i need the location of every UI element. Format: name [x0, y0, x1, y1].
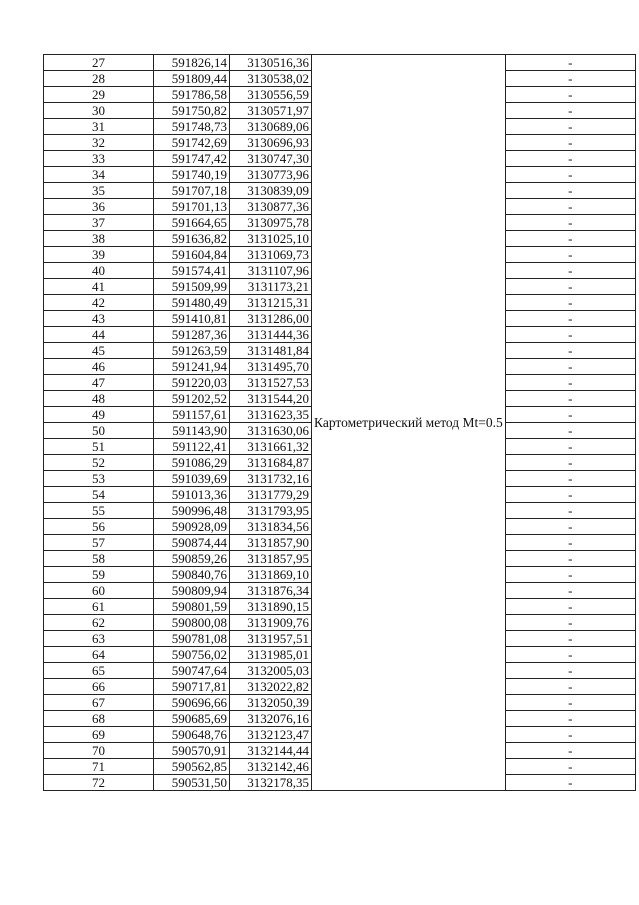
note-cell: -	[505, 375, 635, 391]
note-cell: -	[505, 727, 635, 743]
point-number-cell: 50	[44, 423, 154, 439]
x-coordinate-cell: 590562,85	[154, 759, 230, 775]
y-coordinate-cell: 3131857,90	[230, 535, 312, 551]
x-coordinate-cell: 590996,48	[154, 503, 230, 519]
y-coordinate-cell: 3131069,73	[230, 247, 312, 263]
x-coordinate-cell: 591742,69	[154, 135, 230, 151]
point-number-cell: 43	[44, 311, 154, 327]
note-cell: -	[505, 743, 635, 759]
point-number-cell: 66	[44, 679, 154, 695]
x-coordinate-cell: 591157,61	[154, 407, 230, 423]
note-cell: -	[505, 775, 635, 791]
note-cell: -	[505, 231, 635, 247]
note-cell: -	[505, 679, 635, 695]
x-coordinate-cell: 591604,84	[154, 247, 230, 263]
note-cell: -	[505, 455, 635, 471]
y-coordinate-cell: 3132076,16	[230, 711, 312, 727]
point-number-cell: 39	[44, 247, 154, 263]
x-coordinate-cell: 591202,52	[154, 391, 230, 407]
x-coordinate-cell: 590685,69	[154, 711, 230, 727]
x-coordinate-cell: 591747,42	[154, 151, 230, 167]
y-coordinate-cell: 3130516,36	[230, 55, 312, 71]
point-number-cell: 38	[44, 231, 154, 247]
point-number-cell: 42	[44, 295, 154, 311]
note-cell: -	[505, 583, 635, 599]
y-coordinate-cell: 3132144,44	[230, 743, 312, 759]
y-coordinate-cell: 3130877,36	[230, 199, 312, 215]
point-number-cell: 54	[44, 487, 154, 503]
point-number-cell: 49	[44, 407, 154, 423]
point-number-cell: 65	[44, 663, 154, 679]
point-number-cell: 30	[44, 103, 154, 119]
point-number-cell: 36	[44, 199, 154, 215]
x-coordinate-cell: 591143,90	[154, 423, 230, 439]
note-cell: -	[505, 151, 635, 167]
coordinates-table	[43, 54, 636, 791]
y-coordinate-cell: 3130556,59	[230, 87, 312, 103]
y-coordinate-cell: 3131857,95	[230, 551, 312, 567]
point-number-cell: 60	[44, 583, 154, 599]
x-coordinate-cell: 590531,50	[154, 775, 230, 791]
point-number-cell: 47	[44, 375, 154, 391]
note-cell: -	[505, 183, 635, 199]
note-cell: -	[505, 519, 635, 535]
note-cell: -	[505, 359, 635, 375]
note-cell: -	[505, 407, 635, 423]
note-cell: -	[505, 119, 635, 135]
note-cell: -	[505, 535, 635, 551]
x-coordinate-cell: 590570,91	[154, 743, 230, 759]
x-coordinate-cell: 591740,19	[154, 167, 230, 183]
point-number-cell: 55	[44, 503, 154, 519]
note-cell: -	[505, 695, 635, 711]
x-coordinate-cell: 591287,36	[154, 327, 230, 343]
y-coordinate-cell: 3130773,96	[230, 167, 312, 183]
x-coordinate-cell: 591707,18	[154, 183, 230, 199]
point-number-cell: 57	[44, 535, 154, 551]
method-cell: Картометрический метод Mt=0.5	[312, 55, 506, 791]
point-number-cell: 35	[44, 183, 154, 199]
note-cell: -	[505, 647, 635, 663]
point-number-cell: 64	[44, 647, 154, 663]
y-coordinate-cell: 3130571,97	[230, 103, 312, 119]
x-coordinate-cell: 591786,58	[154, 87, 230, 103]
point-number-cell: 68	[44, 711, 154, 727]
y-coordinate-cell: 3131779,29	[230, 487, 312, 503]
point-number-cell: 62	[44, 615, 154, 631]
x-coordinate-cell: 590781,08	[154, 631, 230, 647]
note-cell: -	[505, 551, 635, 567]
y-coordinate-cell: 3132022,82	[230, 679, 312, 695]
note-cell: -	[505, 215, 635, 231]
y-coordinate-cell: 3131630,06	[230, 423, 312, 439]
y-coordinate-cell: 3131286,00	[230, 311, 312, 327]
x-coordinate-cell: 590756,02	[154, 647, 230, 663]
x-coordinate-cell: 591809,44	[154, 71, 230, 87]
note-cell: -	[505, 711, 635, 727]
note-cell: -	[505, 567, 635, 583]
x-coordinate-cell: 591509,99	[154, 279, 230, 295]
y-coordinate-cell: 3132142,46	[230, 759, 312, 775]
x-coordinate-cell: 590696,66	[154, 695, 230, 711]
y-coordinate-cell: 3132123,47	[230, 727, 312, 743]
point-number-cell: 37	[44, 215, 154, 231]
point-number-cell: 41	[44, 279, 154, 295]
y-coordinate-cell: 3132005,03	[230, 663, 312, 679]
note-cell: -	[505, 631, 635, 647]
point-number-cell: 51	[44, 439, 154, 455]
y-coordinate-cell: 3131623,35	[230, 407, 312, 423]
note-cell: -	[505, 55, 635, 71]
point-number-cell: 40	[44, 263, 154, 279]
y-coordinate-cell: 3131985,01	[230, 647, 312, 663]
x-coordinate-cell: 590800,08	[154, 615, 230, 631]
y-coordinate-cell: 3131173,21	[230, 279, 312, 295]
point-number-cell: 63	[44, 631, 154, 647]
y-coordinate-cell: 3131909,76	[230, 615, 312, 631]
y-coordinate-cell: 3131444,36	[230, 327, 312, 343]
note-cell: -	[505, 599, 635, 615]
x-coordinate-cell: 591086,29	[154, 455, 230, 471]
x-coordinate-cell: 590747,64	[154, 663, 230, 679]
point-number-cell: 52	[44, 455, 154, 471]
point-number-cell: 31	[44, 119, 154, 135]
point-number-cell: 56	[44, 519, 154, 535]
y-coordinate-cell: 3130747,30	[230, 151, 312, 167]
note-cell: -	[505, 471, 635, 487]
point-number-cell: 69	[44, 727, 154, 743]
y-coordinate-cell: 3131890,15	[230, 599, 312, 615]
note-cell: -	[505, 487, 635, 503]
y-coordinate-cell: 3131834,56	[230, 519, 312, 535]
x-coordinate-cell: 591410,81	[154, 311, 230, 327]
y-coordinate-cell: 3131876,34	[230, 583, 312, 599]
note-cell: -	[505, 615, 635, 631]
note-cell: -	[505, 391, 635, 407]
note-cell: -	[505, 135, 635, 151]
point-number-cell: 44	[44, 327, 154, 343]
note-cell: -	[505, 423, 635, 439]
y-coordinate-cell: 3131661,32	[230, 439, 312, 455]
note-cell: -	[505, 263, 635, 279]
x-coordinate-cell: 591263,59	[154, 343, 230, 359]
point-number-cell: 70	[44, 743, 154, 759]
point-number-cell: 33	[44, 151, 154, 167]
point-number-cell: 53	[44, 471, 154, 487]
point-number-cell: 45	[44, 343, 154, 359]
y-coordinate-cell: 3130975,78	[230, 215, 312, 231]
point-number-cell: 61	[44, 599, 154, 615]
x-coordinate-cell: 591241,94	[154, 359, 230, 375]
note-cell: -	[505, 167, 635, 183]
note-cell: -	[505, 87, 635, 103]
point-number-cell: 67	[44, 695, 154, 711]
note-cell: -	[505, 503, 635, 519]
x-coordinate-cell: 590840,76	[154, 567, 230, 583]
x-coordinate-cell: 591748,73	[154, 119, 230, 135]
y-coordinate-cell: 3131732,16	[230, 471, 312, 487]
y-coordinate-cell: 3131107,96	[230, 263, 312, 279]
note-cell: -	[505, 311, 635, 327]
x-coordinate-cell: 591480,49	[154, 295, 230, 311]
y-coordinate-cell: 3130689,06	[230, 119, 312, 135]
x-coordinate-cell: 591826,14	[154, 55, 230, 71]
note-cell: -	[505, 439, 635, 455]
point-number-cell: 46	[44, 359, 154, 375]
y-coordinate-cell: 3130538,02	[230, 71, 312, 87]
x-coordinate-cell: 590717,81	[154, 679, 230, 695]
point-number-cell: 28	[44, 71, 154, 87]
y-coordinate-cell: 3131215,31	[230, 295, 312, 311]
coordinates-table-body	[44, 55, 636, 791]
note-cell: -	[505, 343, 635, 359]
x-coordinate-cell: 591574,41	[154, 263, 230, 279]
point-number-cell: 58	[44, 551, 154, 567]
y-coordinate-cell: 3130696,93	[230, 135, 312, 151]
x-coordinate-cell: 590859,26	[154, 551, 230, 567]
x-coordinate-cell: 591122,41	[154, 439, 230, 455]
x-coordinate-cell: 591636,82	[154, 231, 230, 247]
note-cell: -	[505, 199, 635, 215]
x-coordinate-cell: 591039,69	[154, 471, 230, 487]
note-cell: -	[505, 71, 635, 87]
y-coordinate-cell: 3132178,35	[230, 775, 312, 791]
y-coordinate-cell: 3131957,51	[230, 631, 312, 647]
y-coordinate-cell: 3130839,09	[230, 183, 312, 199]
y-coordinate-cell: 3131527,53	[230, 375, 312, 391]
x-coordinate-cell: 590809,94	[154, 583, 230, 599]
note-cell: -	[505, 103, 635, 119]
x-coordinate-cell: 591220,03	[154, 375, 230, 391]
note-cell: -	[505, 295, 635, 311]
note-cell: -	[505, 247, 635, 263]
x-coordinate-cell: 590928,09	[154, 519, 230, 535]
x-coordinate-cell: 591664,65	[154, 215, 230, 231]
x-coordinate-cell: 590801,59	[154, 599, 230, 615]
point-number-cell: 29	[44, 87, 154, 103]
note-cell: -	[505, 759, 635, 775]
point-number-cell: 27	[44, 55, 154, 71]
point-number-cell: 34	[44, 167, 154, 183]
y-coordinate-cell: 3131481,84	[230, 343, 312, 359]
x-coordinate-cell: 591750,82	[154, 103, 230, 119]
y-coordinate-cell: 3131544,20	[230, 391, 312, 407]
y-coordinate-cell: 3131793,95	[230, 503, 312, 519]
point-number-cell: 71	[44, 759, 154, 775]
point-number-cell: 32	[44, 135, 154, 151]
table-row	[44, 55, 636, 71]
x-coordinate-cell: 591701,13	[154, 199, 230, 215]
x-coordinate-cell: 590648,76	[154, 727, 230, 743]
x-coordinate-cell: 590874,44	[154, 535, 230, 551]
point-number-cell: 48	[44, 391, 154, 407]
y-coordinate-cell: 3131869,10	[230, 567, 312, 583]
note-cell: -	[505, 327, 635, 343]
y-coordinate-cell: 3132050,39	[230, 695, 312, 711]
point-number-cell: 72	[44, 775, 154, 791]
y-coordinate-cell: 3131025,10	[230, 231, 312, 247]
y-coordinate-cell: 3131495,70	[230, 359, 312, 375]
note-cell: -	[505, 279, 635, 295]
x-coordinate-cell: 591013,36	[154, 487, 230, 503]
point-number-cell: 59	[44, 567, 154, 583]
y-coordinate-cell: 3131684,87	[230, 455, 312, 471]
note-cell: -	[505, 663, 635, 679]
